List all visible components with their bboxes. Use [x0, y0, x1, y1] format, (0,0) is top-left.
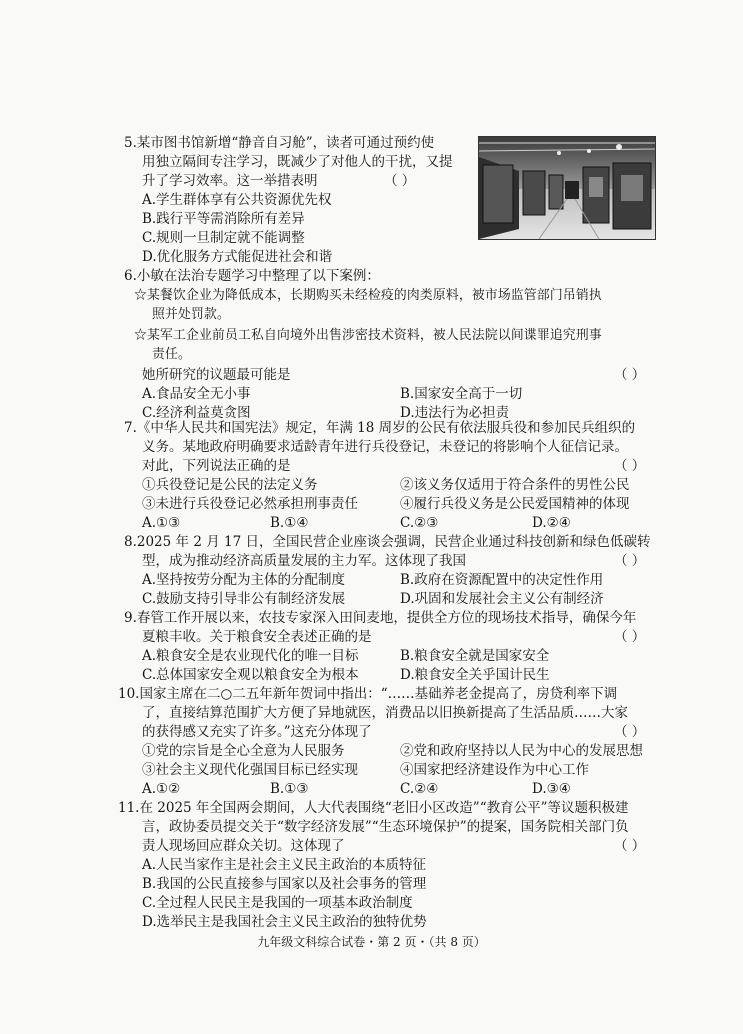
q10-statement-1: ①党的宗旨是全心全意为人民服务	[142, 743, 345, 759]
q9-option-a: A.粮食安全是农业现代化的唯一目标	[142, 648, 359, 664]
q5-stem-line: 升了学习效率。这一举措表明	[142, 173, 318, 189]
q8-option-a: A.坚持按劳分配为主体的分配制度	[142, 572, 346, 588]
q6-case-1-line: 照并处罚款。	[152, 307, 230, 322]
q5-option-d: D.优化服务方式能促进社会和谐	[142, 249, 333, 265]
answer-parenthesis: （ ）	[614, 724, 646, 740]
q10-stem-line: 10.国家主席在二○二五年新年贺词中指出：“……基础养老金提高了，房贷利率下调	[118, 686, 618, 702]
q7-stem-line: 义务。某地政府明确要求适龄青年进行兵役登记，未登记的将影响个人征信记录。	[142, 439, 628, 455]
q7-statement-3: ③未进行兵役登记必然承担刑事责任	[142, 496, 358, 512]
answer-parenthesis: （ ）	[384, 173, 416, 189]
q5-option-b: B.践行平等需消除所有差异	[142, 211, 305, 227]
question-10	[118, 685, 646, 799]
library-photo	[478, 136, 656, 240]
q6-case-2-line: 责任。	[152, 347, 191, 362]
q7-option-b: B.①④	[270, 515, 309, 531]
q10-option-b: B.①③	[270, 781, 309, 797]
q10-stem-line: 了，直接结算范围扩大方便了异地就医，消费品以旧换新提高了生活品质……大家	[142, 705, 628, 721]
q7-stem-line: 7.《中华人民共和国宪法》规定，年满 18 周岁的公民有依法服兵役和参加民兵组织的	[124, 420, 636, 436]
q6-question: 她所研究的议题最可能是	[142, 367, 291, 383]
q5-option-c: C.规则一旦制定就不能调整	[142, 230, 305, 246]
answer-parenthesis: （ ）	[614, 458, 646, 474]
q8-option-b: B.政府在资源配置中的决定性作用	[400, 572, 604, 588]
q10-option-c: C.②④	[400, 781, 439, 797]
q11-stem-line: 言，政协委员提交关于“数字经济发展”“生态环境保护”的提案，国务院相关部门负	[142, 819, 629, 835]
q11-option-a: A.人民当家作主是社会主义民主政治的本质特征	[142, 857, 427, 873]
q7-statement-1: ①兵役登记是公民的法定义务	[142, 477, 318, 493]
q7-option-a: A.①③	[142, 515, 181, 531]
answer-parenthesis: （ ）	[614, 367, 646, 383]
q11-stem-line: 责人现场回应群众关切。这体现了	[142, 838, 345, 854]
q10-option-d: D.③④	[532, 781, 571, 797]
q5-stem-line: 用独立隔间专注学习，既减少了对他人的干扰，又提	[142, 154, 453, 170]
q7-statement-2: ②该义务仅适用于符合条件的男性公民	[400, 477, 630, 493]
q8-option-c: C.鼓励支持引导非公有制经济发展	[142, 591, 346, 607]
q10-option-a: A.①②	[142, 781, 181, 797]
q5-option-a: A.学生群体享有公共资源优先权	[142, 192, 332, 208]
q9-stem-line: 夏粮丰收。关于粮食安全表述正确的是	[142, 629, 372, 645]
q9-option-d: D.粮食安全关乎国计民生	[400, 667, 550, 683]
q6-case-2-line: ☆某军工企业前员工私自向境外出售涉密技术资料，被人民法院以间谍罪追究刑事	[134, 328, 602, 343]
q10-statement-4: ④国家把经济建设作为中心工作	[400, 762, 589, 778]
q7-option-d: D.②④	[532, 515, 571, 531]
q6-option-d: D.违法行为必担责	[400, 405, 510, 421]
answer-parenthesis: （ ）	[614, 838, 646, 854]
q9-stem-line: 9.春管工作开展以来，农技专家深入田间麦地，提供全方位的现场技术指导，确保今年	[124, 610, 637, 626]
q8-stem-line: 8.2025 年 2 月 17 日，全国民营企业座谈会强调，民营企业通过科技创新和绿色低碳转	[124, 534, 651, 550]
q11-stem-line: 11.在 2025 年全国两会期间，人大代表围绕“老旧小区改造”“教育公平”等议题积极建	[118, 800, 629, 816]
q9-option-b: B.粮食安全就是国家安全	[400, 648, 550, 664]
q10-stem-line: 的获得感又充实了许多。”这充分体现了	[142, 724, 372, 740]
q10-statement-3: ③社会主义现代化强国目标已经实现	[142, 762, 358, 778]
library-study-pod-photo-icon	[479, 137, 655, 239]
q6-case-1-line: ☆某餐饮企业为降低成本，长期购买未经检疫的肉类原料，被市场监管部门吊销执	[134, 288, 602, 303]
q7-stem-line: 对此，下列说法正确的是	[142, 458, 291, 474]
q11-option-c: C.全过程人民民主是我国的一项基本政治制度	[142, 895, 413, 911]
question-6	[124, 267, 646, 423]
question-5	[124, 134, 453, 267]
q6-option-a: A.食品安全无小事	[142, 386, 251, 402]
question-8	[124, 533, 650, 609]
q11-option-b: B.我国的公民直接参与国家以及社会事务的管理	[142, 876, 427, 892]
q8-stem-line: 型，成为推动经济高质量发展的主力军。这体现了我国	[142, 553, 466, 569]
page-footer: 九年级文科综合试卷・第 2 页・（共 8 页）	[257, 935, 486, 949]
q8-option-d: D.巩固和发展社会主义公有制经济	[400, 591, 604, 607]
q6-stem: 6.小敏在法治专题学习中整理了以下案例：	[124, 268, 380, 284]
q6-option-c: C.经济利益莫贪图	[142, 405, 251, 421]
question-11	[118, 799, 646, 932]
q11-option-d: D.选举民主是我国社会主义民主政治的独特优势	[142, 914, 427, 930]
q10-statement-2: ②党和政府坚持以人民为中心的发展思想	[400, 743, 643, 759]
question-9	[124, 609, 646, 685]
q7-option-c: C.②③	[400, 515, 439, 531]
q7-statement-4: ④履行兵役义务是公民爱国精神的体现	[400, 496, 630, 512]
answer-parenthesis: （ ）	[614, 629, 646, 645]
question-7	[124, 419, 646, 533]
answer-parenthesis: （ ）	[614, 553, 646, 569]
q6-option-b: B.国家安全高于一切	[400, 386, 523, 402]
q5-stem-line: 5.某市图书馆新增“静音自习舱”，读者可通过预约使	[124, 135, 435, 151]
q9-option-c: C.总体国家安全观以粮食安全为根本	[142, 667, 359, 683]
